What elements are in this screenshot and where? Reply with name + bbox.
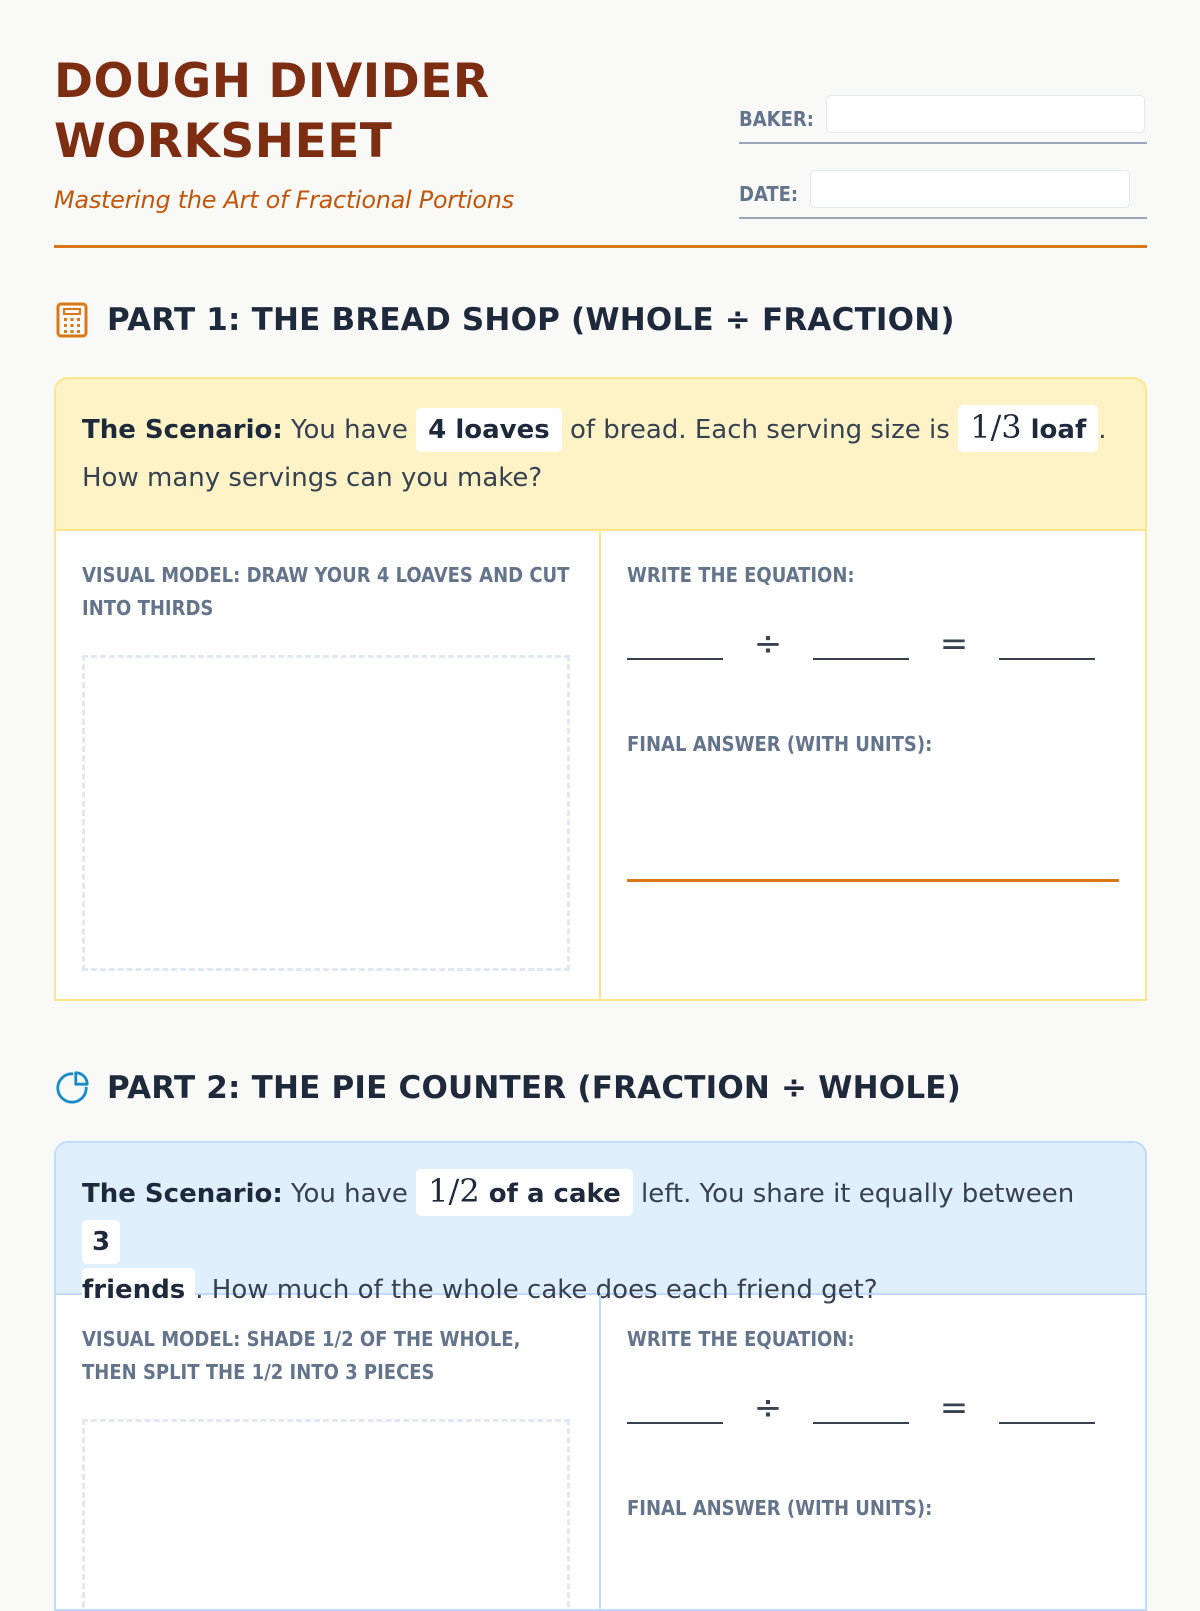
header-divider <box>54 245 1147 248</box>
quotient-blank[interactable] <box>999 1422 1095 1424</box>
unit-text: loaf <box>1030 415 1087 445</box>
part1-equation-column <box>601 531 1145 999</box>
divide-symbol: ÷ <box>753 624 783 664</box>
equals-symbol: = <box>939 1388 969 1428</box>
dividend-blank[interactable] <box>627 1422 723 1424</box>
serving-size-highlight <box>958 405 1098 452</box>
baker-label: BAKER: <box>739 107 814 131</box>
page-subtitle: Mastering the Art of Fractional Portions <box>54 186 514 214</box>
quotient-blank[interactable] <box>999 658 1095 660</box>
pie-chart-icon <box>54 1070 90 1106</box>
part1-scenario <box>56 379 1145 531</box>
calculator-icon <box>54 302 90 338</box>
visual-model-drawing-area[interactable] <box>82 655 570 971</box>
part2-visual-column <box>56 1295 601 1611</box>
equation-row <box>627 1388 1119 1428</box>
divisor-blank[interactable] <box>813 658 909 660</box>
part1-visual-column <box>56 531 601 999</box>
part1-heading <box>54 302 955 338</box>
part1-work-area <box>56 531 1145 999</box>
part2-card <box>54 1141 1147 1611</box>
scenario-text: . How many servings can you make? <box>82 415 1107 493</box>
worksheet-header <box>54 0 1147 250</box>
equation-row <box>627 624 1119 664</box>
part2-work-area <box>56 1295 1145 1611</box>
final-answer-line[interactable] <box>627 879 1119 882</box>
page-title-text: DOUGH DIVIDER WORKSHEET <box>54 54 490 169</box>
scenario-text: of bread. Each serving size is <box>569 415 950 445</box>
unit-text: of a cake <box>488 1179 621 1209</box>
equals-symbol: = <box>939 624 969 664</box>
friends-count-highlight: 3 <box>82 1220 120 1264</box>
divisor-blank[interactable] <box>813 1422 909 1424</box>
scenario-text: left. You share it equally between <box>641 1179 1075 1209</box>
quantity-highlight <box>416 1169 633 1216</box>
divide-symbol: ÷ <box>753 1388 783 1428</box>
equation-label: WRITE THE EQUATION: <box>627 1327 855 1351</box>
date-label: DATE: <box>739 182 799 206</box>
part2-equation-column <box>601 1295 1145 1611</box>
final-answer-label: FINAL ANSWER (WITH UNITS): <box>627 1496 933 1520</box>
scenario-lead: The Scenario: <box>82 1179 283 1209</box>
date-input[interactable] <box>810 170 1130 208</box>
quantity-highlight: 4 loaves <box>416 408 562 452</box>
part2-title: PART 2: THE PIE COUNTER (FRACTION ÷ WHOLE) <box>107 1070 962 1106</box>
baker-input[interactable] <box>826 95 1145 133</box>
worksheet-page <box>54 0 1147 1520</box>
fraction-value: 1/3 <box>970 408 1022 446</box>
fraction-value: 1/2 <box>428 1172 480 1210</box>
part2-scenario <box>56 1143 1145 1305</box>
part1-title: PART 1: THE BREAD SHOP (WHOLE ÷ FRACTION) <box>107 302 955 338</box>
dividend-blank[interactable] <box>627 658 723 660</box>
date-field-row <box>739 171 1147 219</box>
baker-field-row <box>739 96 1147 144</box>
visual-model-label: VISUAL MODEL: SHADE 1/2 OF THE WHOLE, THEN SPLIT THE 1/2 INTO 3 PIECES <box>82 1327 521 1384</box>
visual-model-drawing-area[interactable] <box>82 1419 570 1611</box>
visual-model-label: VISUAL MODEL: DRAW YOUR 4 LOAVES AND CUT INTO THIRDS <box>82 563 570 620</box>
scenario-text: . How much of the whole cake does each friend get? <box>195 1275 878 1305</box>
equation-label: WRITE THE EQUATION: <box>627 563 855 587</box>
friends-unit-highlight: friends <box>82 1268 195 1312</box>
final-answer-label: FINAL ANSWER (WITH UNITS): <box>627 732 933 756</box>
part1-card <box>54 377 1147 1001</box>
page-title <box>54 52 524 172</box>
scenario-lead: The Scenario: <box>82 415 283 445</box>
scenario-text: You have <box>291 415 408 445</box>
scenario-text: You have <box>291 1179 408 1209</box>
part2-heading <box>54 1070 961 1106</box>
